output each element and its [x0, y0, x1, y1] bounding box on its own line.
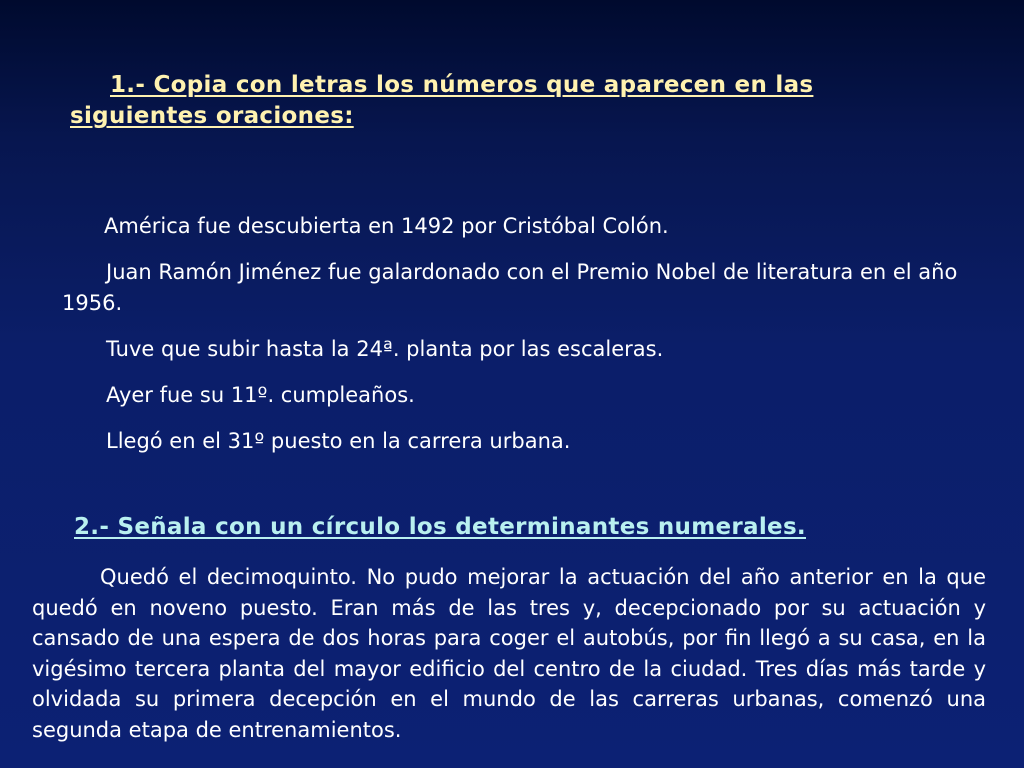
sentence-list [62, 211, 962, 472]
sentence-item: América fue descubierta en 1492 por Cristóbal Colón. [104, 214, 669, 238]
sentence-item: Tuve que subir hasta la 24ª. planta por las escaleras. [106, 337, 664, 361]
exercise-1-heading: 1.- Copia con letras los números que aparecen en las siguientes oraciones: [70, 72, 814, 129]
sentence-item: Juan Ramón Jiménez fue galardonado con el Premio Nobel de literatura en el año 1956. [62, 260, 958, 315]
sentence-item: Ayer fue su 11º. cumpleaños. [106, 383, 415, 407]
exercise-2-heading: 2.- Señala con un círculo los determinantes numerales. [74, 514, 806, 540]
sentence-item: Llegó en el 31º puesto en la carrera urbana. [106, 429, 571, 453]
exercise-2-paragraph: Quedó el decimoquinto. No pudo mejorar la actuación del año anterior en la que quedó en noveno puesto. Eran más de las tres y, decepcionado por su actuación y cansado de una espera de dos horas para coger el autobús, por fin llegó a su casa, en la vigésimo tercera planta del mayor edificio del centro de la ciudad. Tres días más tarde y olvidada su primera decepción en el mundo de las carreras urbanas, comenzó una segunda etapa de entrenamientos. [32, 565, 986, 742]
